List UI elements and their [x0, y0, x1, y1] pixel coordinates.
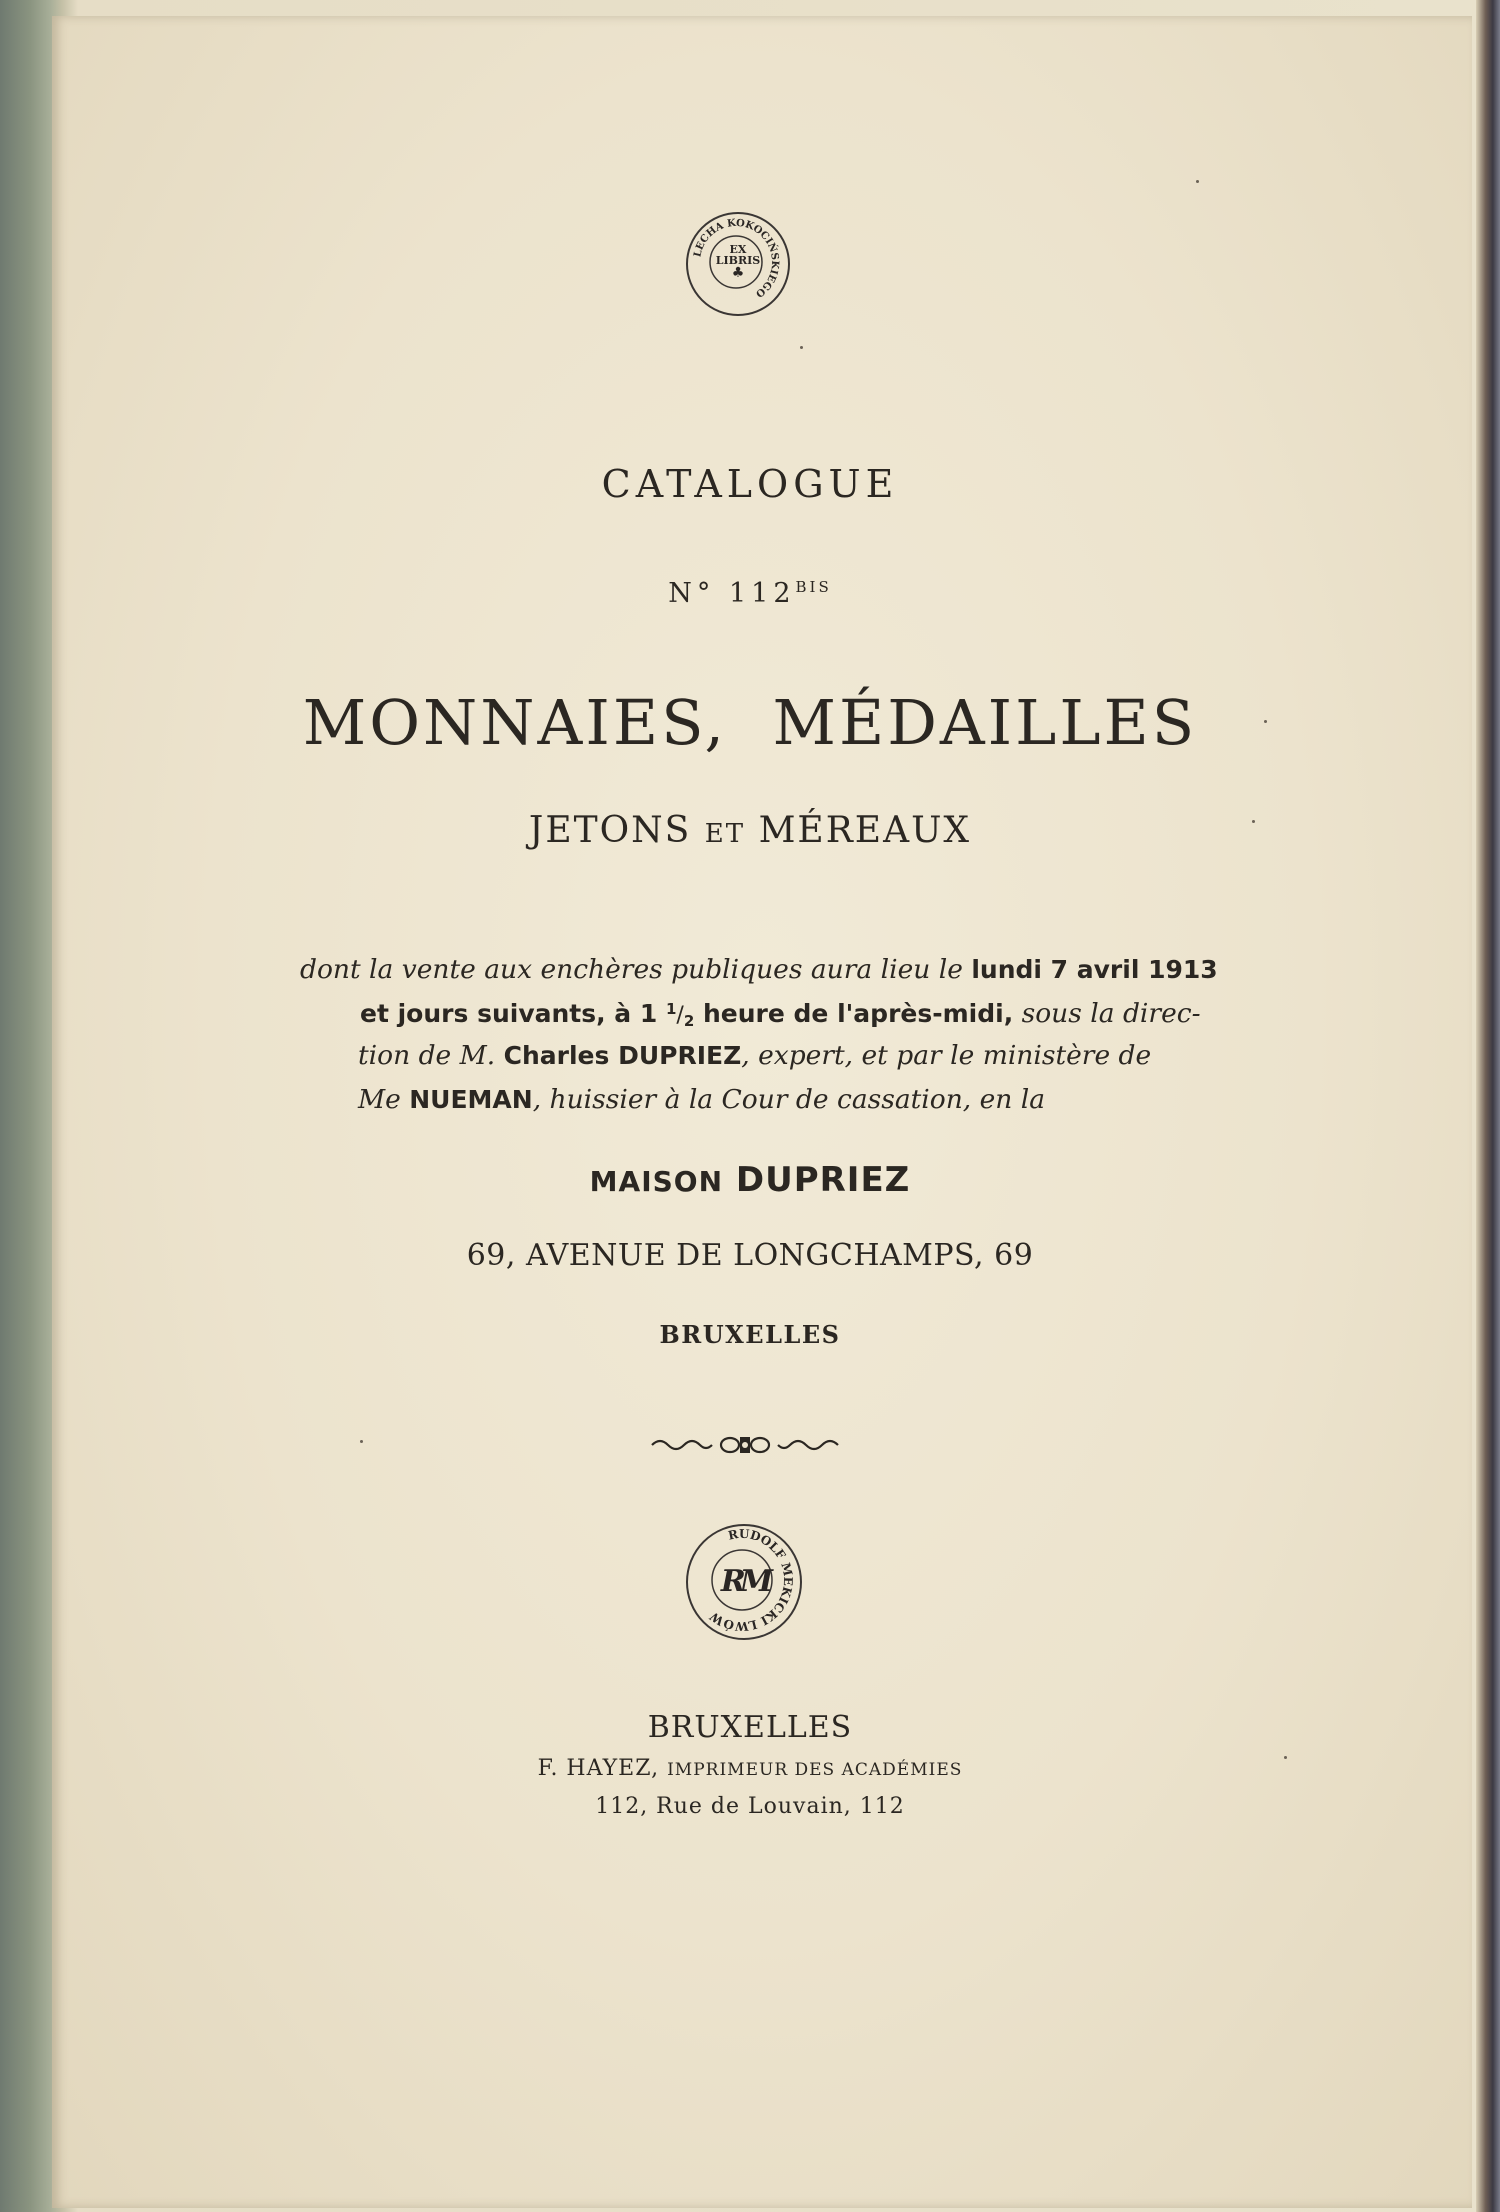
catalogue-number-suffix: BIS — [795, 578, 832, 596]
ex-libris-stamp — [686, 212, 790, 316]
main-title: MONNAIES, MÉDAILLES — [302, 686, 1198, 759]
sale-line-4-italic-2: , huissier à la Cour de cassation, en la — [532, 1084, 1046, 1115]
sale-line-4 — [358, 1084, 1045, 1115]
sale-line-2-bold-after: heure de l'après-midi, — [694, 999, 1014, 1028]
library-stamp-ring-text: RUDOLF MEKICKI LWÓW — [707, 1526, 796, 1634]
sale-line-1-text: dont la vente aux enchères publiques aura lieu le — [300, 954, 972, 985]
sale-line-2-italic: sous la direc- — [1013, 998, 1201, 1029]
imprint-printer — [0, 1756, 1500, 1781]
subtitle — [0, 810, 1500, 851]
subtitle-connector: ET — [704, 819, 746, 849]
imprint-address: 112, Rue de Louvain, 112 — [595, 1794, 905, 1819]
ornament-divider-icon — [650, 1432, 840, 1458]
paper-speck — [800, 346, 803, 349]
venue-word: MAISON — [589, 1165, 724, 1198]
fraction-numerator: 1 — [665, 1000, 677, 1018]
bailiff-name: NUEMAN — [409, 1085, 533, 1114]
printer-name: F. HAYEZ, — [537, 1756, 668, 1781]
subtitle-part-1: JETONS — [528, 810, 692, 851]
ex-libris-ring-text: LECHA KOKOCIŃSKIEGO — [692, 217, 781, 300]
sale-line-3 — [358, 1040, 1151, 1071]
sale-line-2: et jours suivants, à 1 $^1$/2 heure de l'après-midi, sous la direc- — [360, 998, 1201, 1030]
catalogue-number-main: N° 112 — [668, 578, 796, 609]
paper-speck — [360, 1440, 363, 1443]
venue-name — [0, 1160, 1500, 1200]
venue-city: BRUXELLES — [659, 1320, 841, 1349]
book-cover-edge — [1476, 0, 1500, 2212]
sale-line-4-italic-1: Me — [358, 1084, 410, 1115]
library-stamp — [686, 1524, 802, 1640]
paper-speck — [1196, 180, 1199, 183]
subtitle-part-2: MÉREAUX — [758, 810, 972, 851]
expert-name: Charles DUPRIEZ — [503, 1041, 742, 1070]
monogram: RM — [720, 1564, 768, 1599]
catalogue-number — [0, 578, 1500, 609]
sale-line-1 — [300, 954, 1218, 985]
sale-line-2-bold: et jours suivants, à 1 — [360, 999, 666, 1028]
sale-line-3-italic-2: , expert, et par le ministère de — [741, 1040, 1152, 1071]
ex-libris-line-1: EX — [729, 243, 747, 256]
sale-date: lundi 7 avril 1913 — [971, 955, 1218, 984]
venue-address: 69, AVENUE DE LONGCHAMPS, 69 — [466, 1238, 1034, 1273]
catalogue-heading: CATALOGUE — [601, 462, 899, 506]
venue-house: DUPRIEZ — [735, 1160, 911, 1200]
paper-speck — [1252, 820, 1255, 823]
paper-speck — [1264, 720, 1267, 723]
club-icon: ♣ — [731, 265, 745, 281]
ex-libris-line-2: LIBRIS — [715, 254, 761, 267]
printer-title: IMPRIMEUR DES ACADÉMIES — [667, 1760, 963, 1780]
paper-speck — [1284, 1756, 1287, 1759]
fraction-denominator: 2 — [683, 1012, 695, 1030]
imprint-city: BRUXELLES — [647, 1710, 853, 1745]
sale-line-3-italic-1: tion de M. — [358, 1040, 504, 1071]
